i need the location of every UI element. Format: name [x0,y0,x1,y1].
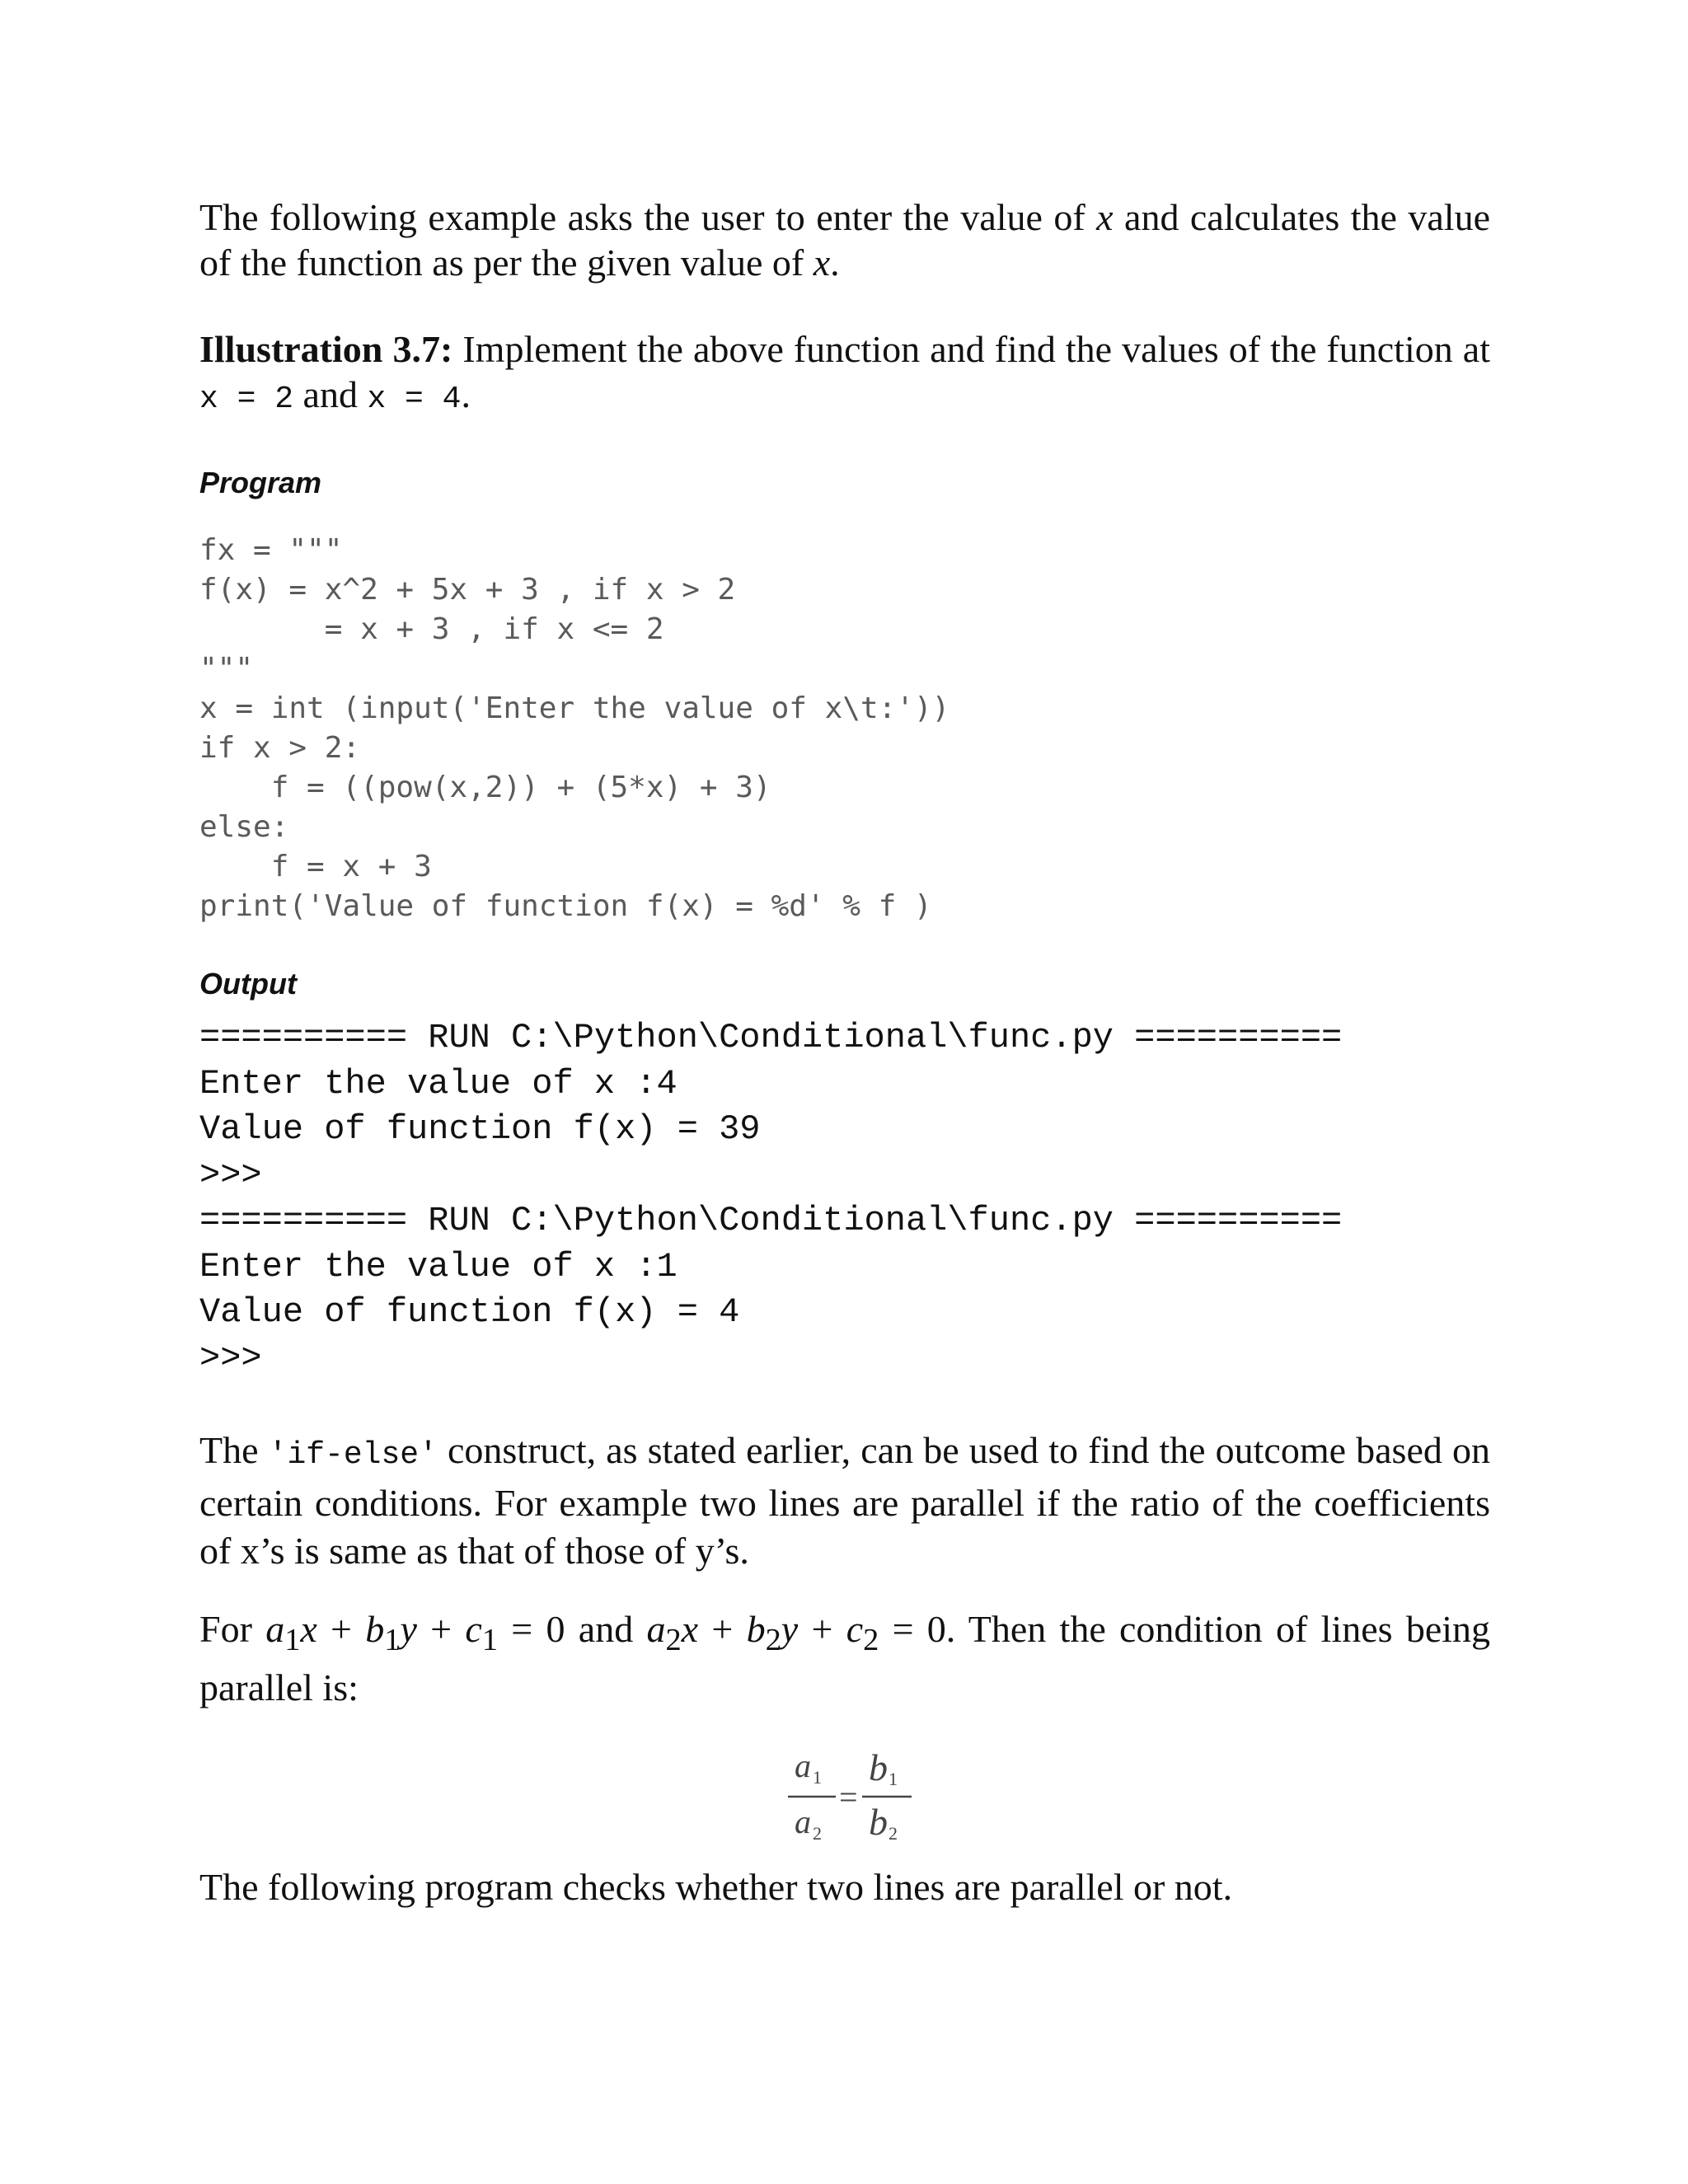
math-op: = 0 and [498,1608,647,1650]
program-code-block: fx = """ f(x) = x^2 + 5x + 3 , if x > 2 = x + 3 , if x <= 2 """ x = int (input('Enter the value of x\t:')) if x > 2: f = ((pow(x,2)) + (5*x) + 3) else: f = x + 3 print('Value of function f(x) = %d' % f ) [199,533,950,923]
paragraph-text: The [199,1429,269,1471]
formula-subscript: 2 [889,1823,898,1844]
math-var: y [781,1608,799,1650]
output-line: ========== RUN C:\Python\Conditional\func.py ========== [199,1201,1343,1240]
lines-condition-paragraph [199,1605,1490,1712]
output-line: Value of function f(x) = 39 [199,1109,761,1149]
output-line: Enter the value of x :1 [199,1246,678,1286]
math-var: x [300,1608,317,1650]
paragraph-text: construct, as stated earlier, can be used to find the outcome based on certain conditions. For example two lines are parallel if the ratio of the coefficients of x’s is same as that of those of y’s. [199,1429,1490,1572]
closing-paragraph: The following program checks whether two lines are parallel or not. [199,1866,1233,1908]
illustration-heading: Illustration 3.7: [199,328,453,370]
formula-denominator-left: a [795,1803,811,1840]
math-var: x [681,1608,699,1650]
output-line: >>> [199,1155,262,1195]
math-var: c [465,1608,482,1650]
output-line: ========== RUN C:\Python\Conditional\func.py ========== [199,1018,1343,1057]
ifelse-paragraph [199,1427,1490,1575]
math-subscript: 1 [481,1623,498,1658]
math-subscript: 1 [284,1623,301,1658]
math-op: + [316,1608,366,1650]
math-op: + [698,1608,747,1650]
math-op: + [416,1608,466,1650]
math-op: + [798,1608,846,1650]
variable-x: x [1096,196,1114,238]
inline-code: x = 4 [367,382,462,417]
math-subscript: 2 [863,1623,879,1658]
output-console [199,1015,1342,1381]
formula-subscript: 1 [813,1767,822,1788]
intro-paragraph [199,194,1490,285]
intro-text: The following example asks the user to enter the value of [199,196,1097,238]
illustration-text: Implement the above function and find the values of the function at [452,328,1490,370]
illustration-text: and [293,373,368,415]
illustration-paragraph [199,326,1490,422]
formula-denominator-right: b [869,1801,888,1843]
parallel-ratio-formula [776,1741,925,1848]
math-var: a [646,1608,666,1650]
formula-subscript: 2 [813,1823,822,1844]
intro-text: and calculates the value of the function as per the given value of [199,196,1490,284]
output-label: Output [199,967,297,1001]
inline-code: x = 2 [199,382,294,417]
math-subscript: 1 [384,1623,401,1658]
formula-subscript: 1 [889,1769,898,1789]
output-line: Value of function f(x) = 4 [199,1292,740,1332]
program-label: Program [199,466,322,499]
formula-numerator-left: a [795,1747,811,1784]
output-line: Enter the value of x :4 [199,1063,678,1104]
illustration-text: . [461,373,471,415]
math-var: c [846,1608,864,1650]
math-subscript: 2 [765,1623,781,1658]
math-var: y [400,1608,417,1650]
math-subscript: 2 [665,1623,682,1658]
formula-equals: = [839,1779,858,1816]
intro-text: . [830,241,840,284]
math-var: b [365,1608,385,1650]
math-var: b [746,1608,766,1650]
paragraph-text: = 0. Then the condition of lines being parallel is: [199,1608,1491,1709]
formula-numerator-right: b [869,1746,888,1788]
variable-x: x [813,241,831,284]
math-var: a [265,1608,285,1650]
paragraph-text: For [199,1608,266,1650]
inline-code: 'if-else' [268,1437,438,1473]
output-line: >>> [199,1338,262,1378]
